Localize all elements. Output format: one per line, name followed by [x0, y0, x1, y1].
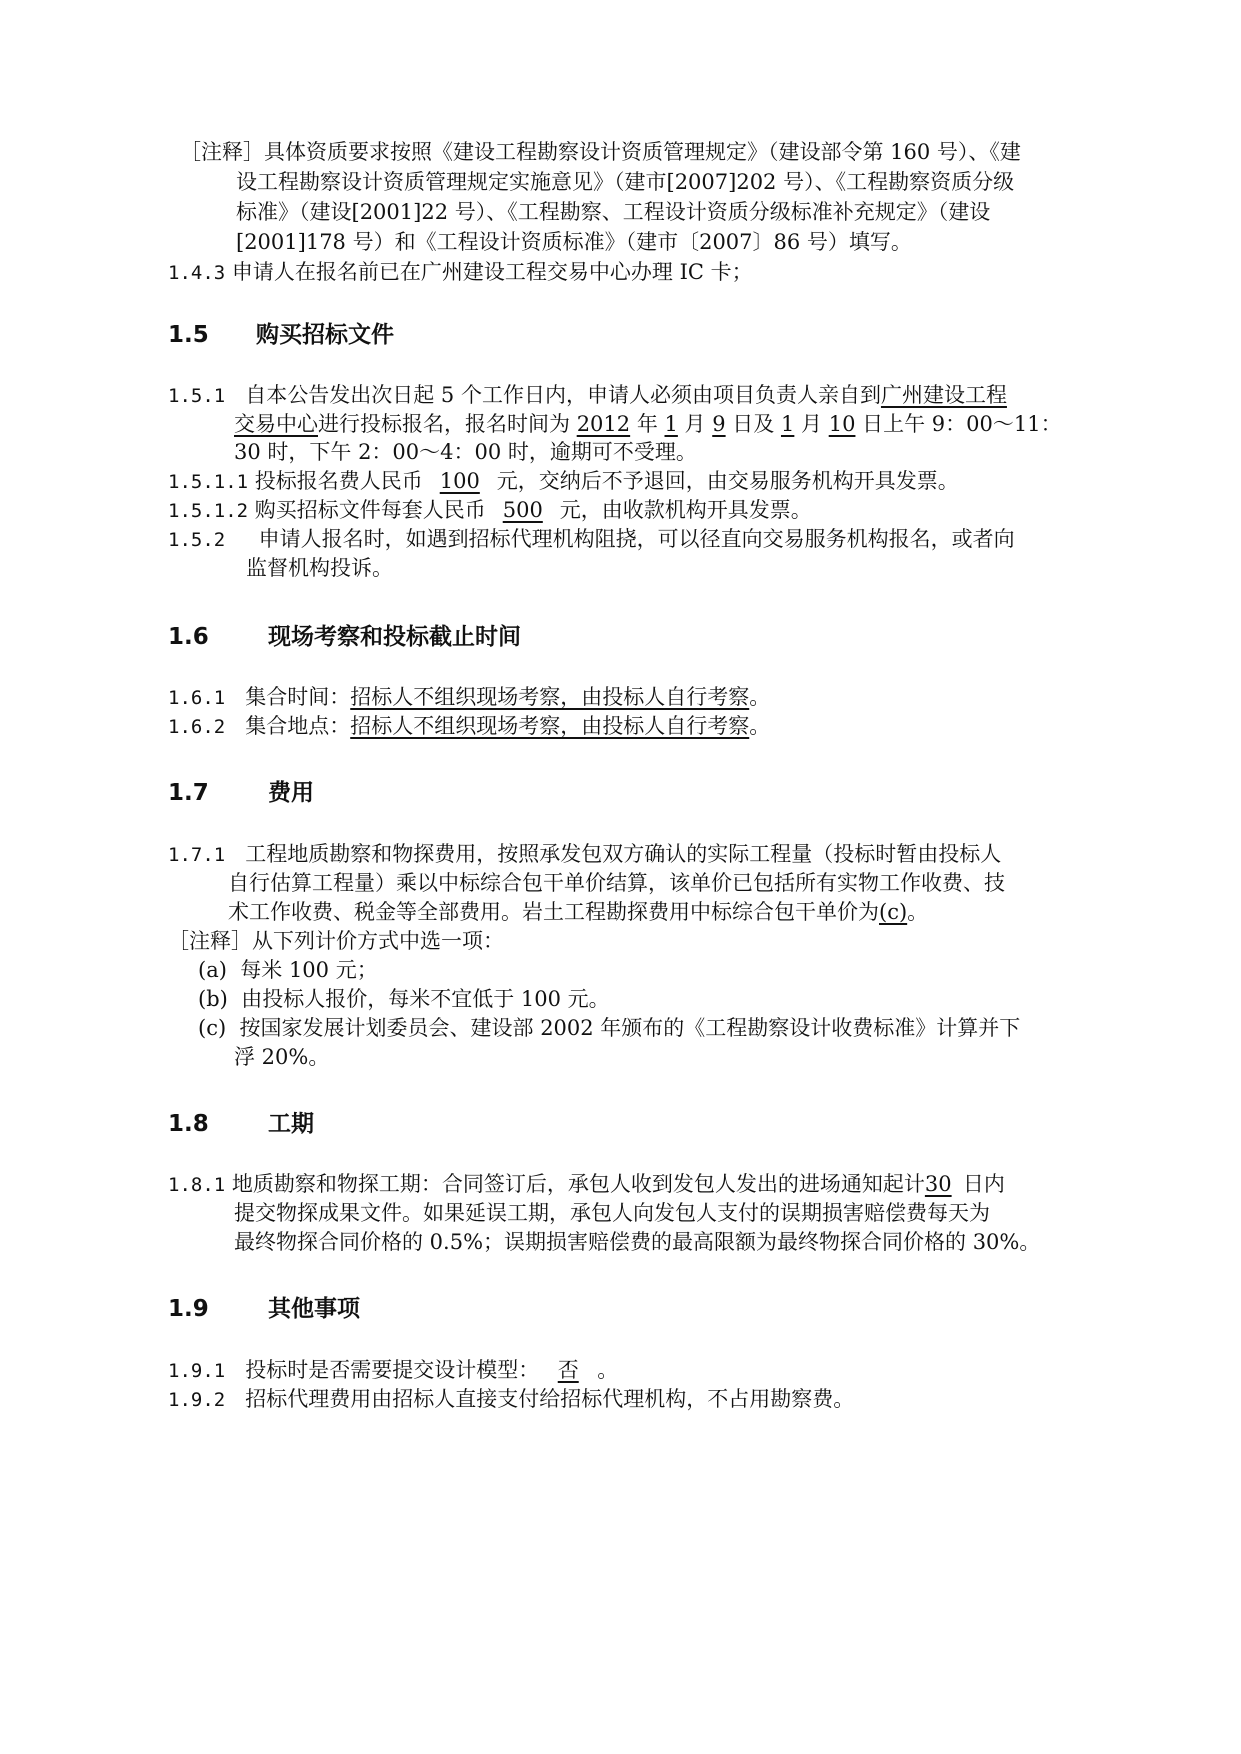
- note-1-line-3: 标准》（建设[2001]22 号）、《工程勘察、工程设计资质分级标准补充规定》（建设: [236, 200, 991, 224]
- section-heading-1-5: 1.5 购买招标文件: [168, 322, 394, 348]
- item-1-8-1-line-2: 提交物探成果文件。如果延误工期，承包人向发包人支付的误期损害赔偿费每天为: [234, 1201, 990, 1225]
- item-1-5-2-line-2: 监督机构投诉。: [246, 556, 393, 580]
- assembly-place-value: 招标人不组织现场考察，由投标人自行考察: [350, 714, 750, 738]
- item-1-5-1-2: 1.5.1.2 购买招标文件每套人民币 500 元，由收款机构开具发票。: [168, 495, 812, 526]
- venue-name: 广州建设工程: [880, 383, 1007, 407]
- section-heading-1-6: 1.6 现场考察和投标截止时间: [168, 624, 521, 650]
- item-1-4-3: 1.4.3 申请人在报名前已在广州建设工程交易中心办理 IC 卡；: [168, 260, 753, 284]
- item-1-8-1-line-3: 最终物探合同价格的 0.5%；误期损害赔偿费的最高限额为最终物探合同价格的 30%。: [234, 1230, 1041, 1254]
- section-heading-1-7: 1.7 费用: [168, 780, 314, 806]
- work-days: 30: [924, 1172, 952, 1196]
- note-label: ［注释］: [168, 929, 252, 953]
- assembly-time-value: 招标人不组织现场考察，由投标人自行考察: [350, 685, 750, 709]
- item-1-5-2-line-1: 1.5.2 申请人报名时，如遇到招标代理机构阻挠，可以径直向交易服务机构报名，或者向: [168, 527, 1015, 551]
- design-model-answer: 否: [557, 1358, 579, 1382]
- item-1-9-2: 1.9.2 招标代理费用由招标人直接支付给招标代理机构，不占用勘察费。: [168, 1387, 855, 1411]
- section-heading-1-8: 1.8 工期: [168, 1111, 314, 1137]
- document-fee: 500: [502, 498, 543, 522]
- section-heading-1-9: 1.9 其他事项: [168, 1296, 360, 1322]
- registration-year: 2012: [576, 412, 631, 436]
- item-1-6-2: 1.6.2 集合地点：招标人不组织现场考察，由投标人自行考察。: [168, 714, 771, 738]
- item-1-7-1-line-1: 1.7.1 工程地质勘察和物探费用，按照承发包双方确认的实际工程量（投标时暂由投标人: [168, 842, 1002, 866]
- item-1-8-1-line-1: 1.8.1 地质勘察和物探工期：合同签订后，承包人收到发包人发出的进场通知起计30 日内: [168, 1169, 1005, 1200]
- item-1-9-1: 1.9.1 投标时是否需要提交设计模型： 否 。: [168, 1355, 618, 1386]
- option-b: (b) 由投标人报价，每米不宜低于 100 元。: [198, 987, 610, 1011]
- option-c-line-1: (c) 按国家发展计划委员会、建设部 2002 年颁布的《工程勘察设计收费标准》计算并下: [198, 1016, 1021, 1040]
- note-1-line-2: 设工程勘察设计资质管理规定实施意见》（建市[2007]202 号）、《工程勘察资质分级: [236, 170, 1015, 194]
- item-1-5-1-line-3: 30 时，下午 2：00～4：00 时，逾期可不受理。: [234, 440, 697, 464]
- item-1-5-1-1: 1.5.1.1 投标报名费人民币 100 元，交纳后不予退回，由交易服务机构开具发票。: [168, 466, 959, 497]
- item-1-5-1-line-1: 1.5.1 自本公告发出次日起 5 个工作日内，申请人必须由项目负责人亲自到广州建设工程: [168, 383, 1007, 407]
- item-1-7-1-line-3: 术工作收费、税金等全部费用。岩土工程勘探费用中标综合包干单价为(c)。: [228, 900, 929, 924]
- note-label: ［注释］: [180, 140, 264, 164]
- registration-fee: 100: [439, 469, 480, 493]
- item-1-5-1-line-2: 交易中心进行投标报名，报名时间为 2012 年 1 月 9 日及 1 月 10 日上午 9：00～11：: [234, 412, 1062, 436]
- note-2: ［注释］从下列计价方式中选一项：: [168, 929, 504, 953]
- item-1-7-1-line-2: 自行估算工程量）乘以中标综合包干单价结算，该单价已包括所有实物工作收费、技: [228, 871, 1005, 895]
- unit-price-choice: (c): [879, 900, 908, 924]
- option-c-line-2: 浮 20%。: [234, 1045, 330, 1069]
- note-1-line-1: ［注释］具体资质要求按照《建设工程勘察设计资质管理规定》（建设部令第 160 号）、《建: [180, 140, 1021, 164]
- item-1-6-1: 1.6.1 集合时间：招标人不组织现场考察，由投标人自行考察。: [168, 685, 771, 709]
- option-a: (a) 每米 100 元；: [198, 958, 378, 982]
- note-1-line-4: [2001]178 号）和《工程设计资质标准》（建市〔2007〕86 号）填写。: [236, 230, 912, 254]
